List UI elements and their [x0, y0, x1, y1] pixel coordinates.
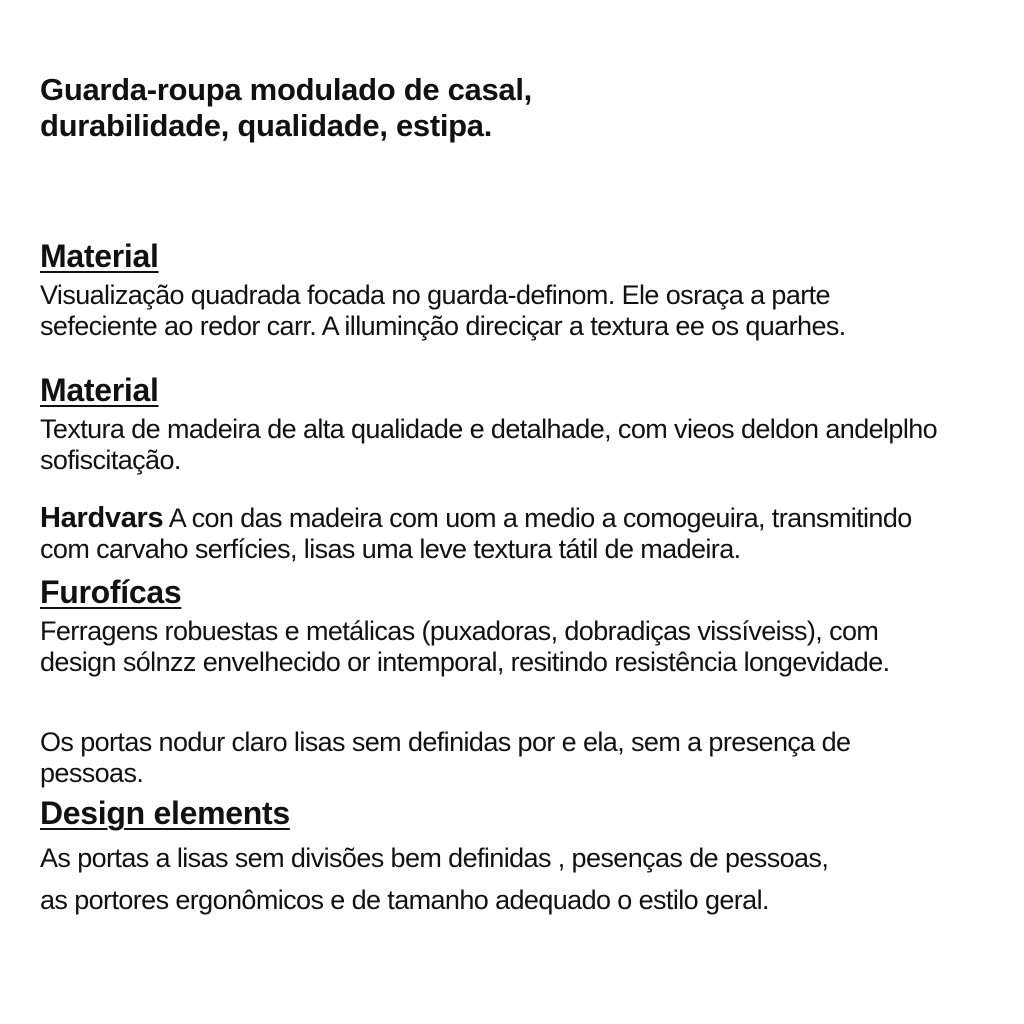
section-heading-material-2: Material: [40, 372, 159, 408]
page-title: [40, 72, 980, 144]
text-line: Textura de madeira de alta qualidade e detalhade, com vieos deldon andelplho: [40, 414, 938, 444]
section-hardware: [40, 503, 1000, 565]
section-heading-design-elements: Design elements: [40, 795, 290, 831]
text-line: pessoas.: [40, 758, 144, 788]
text-line: design sólnzz envelhecido or intemporal, resitindo resistência longevidade.: [40, 647, 890, 677]
text-line: as portores ergonômicos e de tamanho adequado o estilo geral.: [40, 885, 769, 915]
section-material-1: [40, 238, 1000, 342]
section-heading-material-1: Material: [40, 238, 159, 274]
section-text-furoficas: [40, 616, 1000, 678]
section-portas: [40, 727, 1000, 789]
text-line: sofiscitação.: [40, 445, 181, 475]
section-design-elements: [40, 795, 1000, 921]
title-line-2: durabilidade, qualidade, estipa.: [40, 108, 493, 143]
section-text-portas: [40, 727, 1000, 789]
section-heading-hardware: Hardvars: [40, 502, 164, 534]
title-line-1: Guarda-roupa modulado de casal,: [40, 72, 532, 107]
section-material-2: [40, 372, 1000, 476]
section-text-material-1: [40, 280, 1000, 342]
text-line: Ferragens robuestas e metálicas (puxadoras, dobradiças vissíveiss), com: [40, 616, 879, 646]
hardware-line-1: A con das madeira com uom a medio a comogeuira, transmitindo: [168, 503, 912, 533]
text-line: sefeciente ao redor carr. A illuminção direciçar a textura ee os quarhes.: [40, 311, 846, 341]
section-furoficas: [40, 574, 1000, 678]
text-line: [40, 503, 1000, 534]
section-heading-furoficas: Furofícas: [40, 574, 182, 610]
text-line: com carvaho serfícies, lisas uma leve textura tátil de madeira.: [40, 534, 741, 564]
section-text-design-elements: [40, 837, 1000, 921]
text-line: Os portas nodur claro lisas sem definidas por e ela, sem a presença de: [40, 727, 851, 757]
section-text-material-2: [40, 414, 1000, 476]
text-line: As portas a lisas sem divisões bem definidas , pesenças de pessoas,: [40, 843, 829, 873]
text-line: Visualização quadrada focada no guarda-definom. Ele osraça a parte: [40, 280, 830, 310]
section-text-hardware: [40, 503, 1000, 565]
